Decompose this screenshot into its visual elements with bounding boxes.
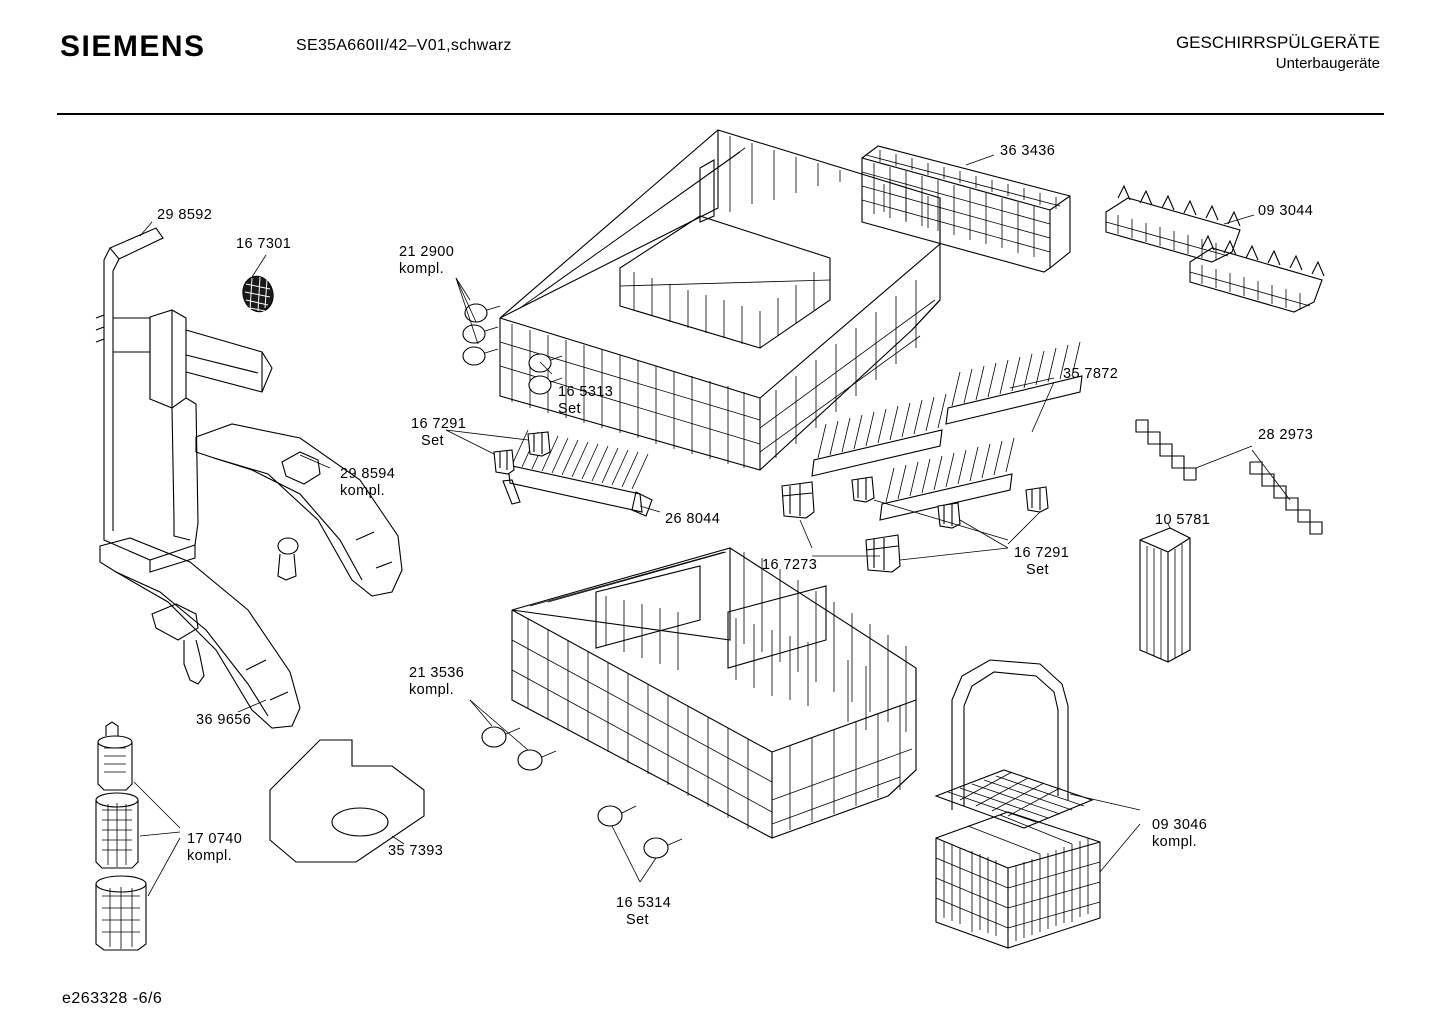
part-folding-tine-row-small [446, 430, 660, 516]
callout-number: 26 8044 [665, 511, 721, 527]
callout-number: 16 5313 [558, 384, 614, 400]
callout-number: 10 5781 [1155, 512, 1211, 528]
callout-sub: Set [558, 401, 581, 417]
callout-213536 [409, 665, 464, 699]
callout-number: 09 3046 [1152, 817, 1208, 833]
callout-sub: Set [1026, 562, 1049, 578]
callout-number: 36 9656 [196, 712, 252, 728]
callout-sub: kompl. [187, 848, 233, 864]
part-lower-basket-assembly [470, 548, 916, 882]
callout-357872 [1063, 366, 1118, 383]
callout-268044 [665, 511, 720, 528]
upper-basket-rollers [463, 304, 562, 394]
part-filter-assembly [96, 722, 180, 950]
callout-sub: Set [421, 433, 444, 449]
callout-357393 [388, 843, 443, 860]
callout-170740 [187, 831, 242, 865]
siemens-logo: SIEMENS [60, 30, 206, 63]
callout-sub: kompl. [409, 682, 455, 698]
part-dispenser-column [1140, 524, 1190, 662]
callout-167291-upper [411, 416, 466, 450]
callout-165314 [616, 895, 671, 929]
model-designation: SE35A660II/42–V01,schwarz [296, 37, 512, 54]
callout-number: 16 7273 [762, 557, 818, 573]
callout-212900 [399, 244, 454, 278]
callout-093044 [1258, 203, 1313, 220]
callout-298592 [157, 207, 212, 224]
callout-number: 21 3536 [409, 665, 465, 681]
callout-167301 [236, 236, 291, 253]
callout-number: 16 7291 [1014, 545, 1070, 561]
callout-number: 35 7872 [1063, 366, 1119, 382]
callout-282973 [1258, 427, 1313, 444]
callout-093046 [1152, 817, 1207, 851]
callout-number: 16 7291 [411, 416, 467, 432]
part-filter-cap [239, 255, 277, 315]
callout-105781 [1155, 512, 1210, 529]
part-lower-spray-arm [196, 424, 402, 596]
callout-number: 21 2900 [399, 244, 455, 260]
callout-298594 [340, 466, 395, 500]
part-cutlery-tray [862, 146, 1070, 272]
callout-363436 [1000, 143, 1055, 160]
callout-369656 [196, 712, 251, 729]
callout-167291-lower [1014, 545, 1069, 579]
category-main: GESCHIRRSPÜLGERÄTE [1175, 33, 1380, 52]
part-rack-clips-lower [782, 477, 1048, 572]
callout-sub: Set [626, 912, 649, 928]
part-upper-basket-assembly [456, 130, 940, 470]
callout-165313 [558, 384, 613, 418]
callout-sub: kompl. [340, 483, 386, 499]
callout-number: 36 3436 [1000, 143, 1056, 159]
callout-number: 09 3044 [1258, 203, 1314, 219]
callout-number: 16 7301 [236, 236, 292, 252]
category-sub: Unterbaugeräte [1275, 55, 1380, 72]
callout-number: 16 5314 [616, 895, 672, 911]
callout-number: 28 2973 [1258, 427, 1314, 443]
callout-sub: kompl. [1152, 834, 1198, 850]
callout-sub: kompl. [399, 261, 445, 277]
part-upper-spray-arm-feed-pipe [96, 222, 272, 572]
callout-167273 [762, 557, 817, 574]
callout-number: 29 8592 [157, 207, 213, 223]
callout-number: 17 0740 [187, 831, 243, 847]
callout-number: 35 7393 [388, 843, 444, 859]
callout-number: 29 8594 [340, 466, 396, 482]
document-id: e263328 -6/6 [62, 990, 163, 1007]
part-cutlery-basket [936, 660, 1140, 948]
part-upper-spray-arm [100, 538, 300, 728]
